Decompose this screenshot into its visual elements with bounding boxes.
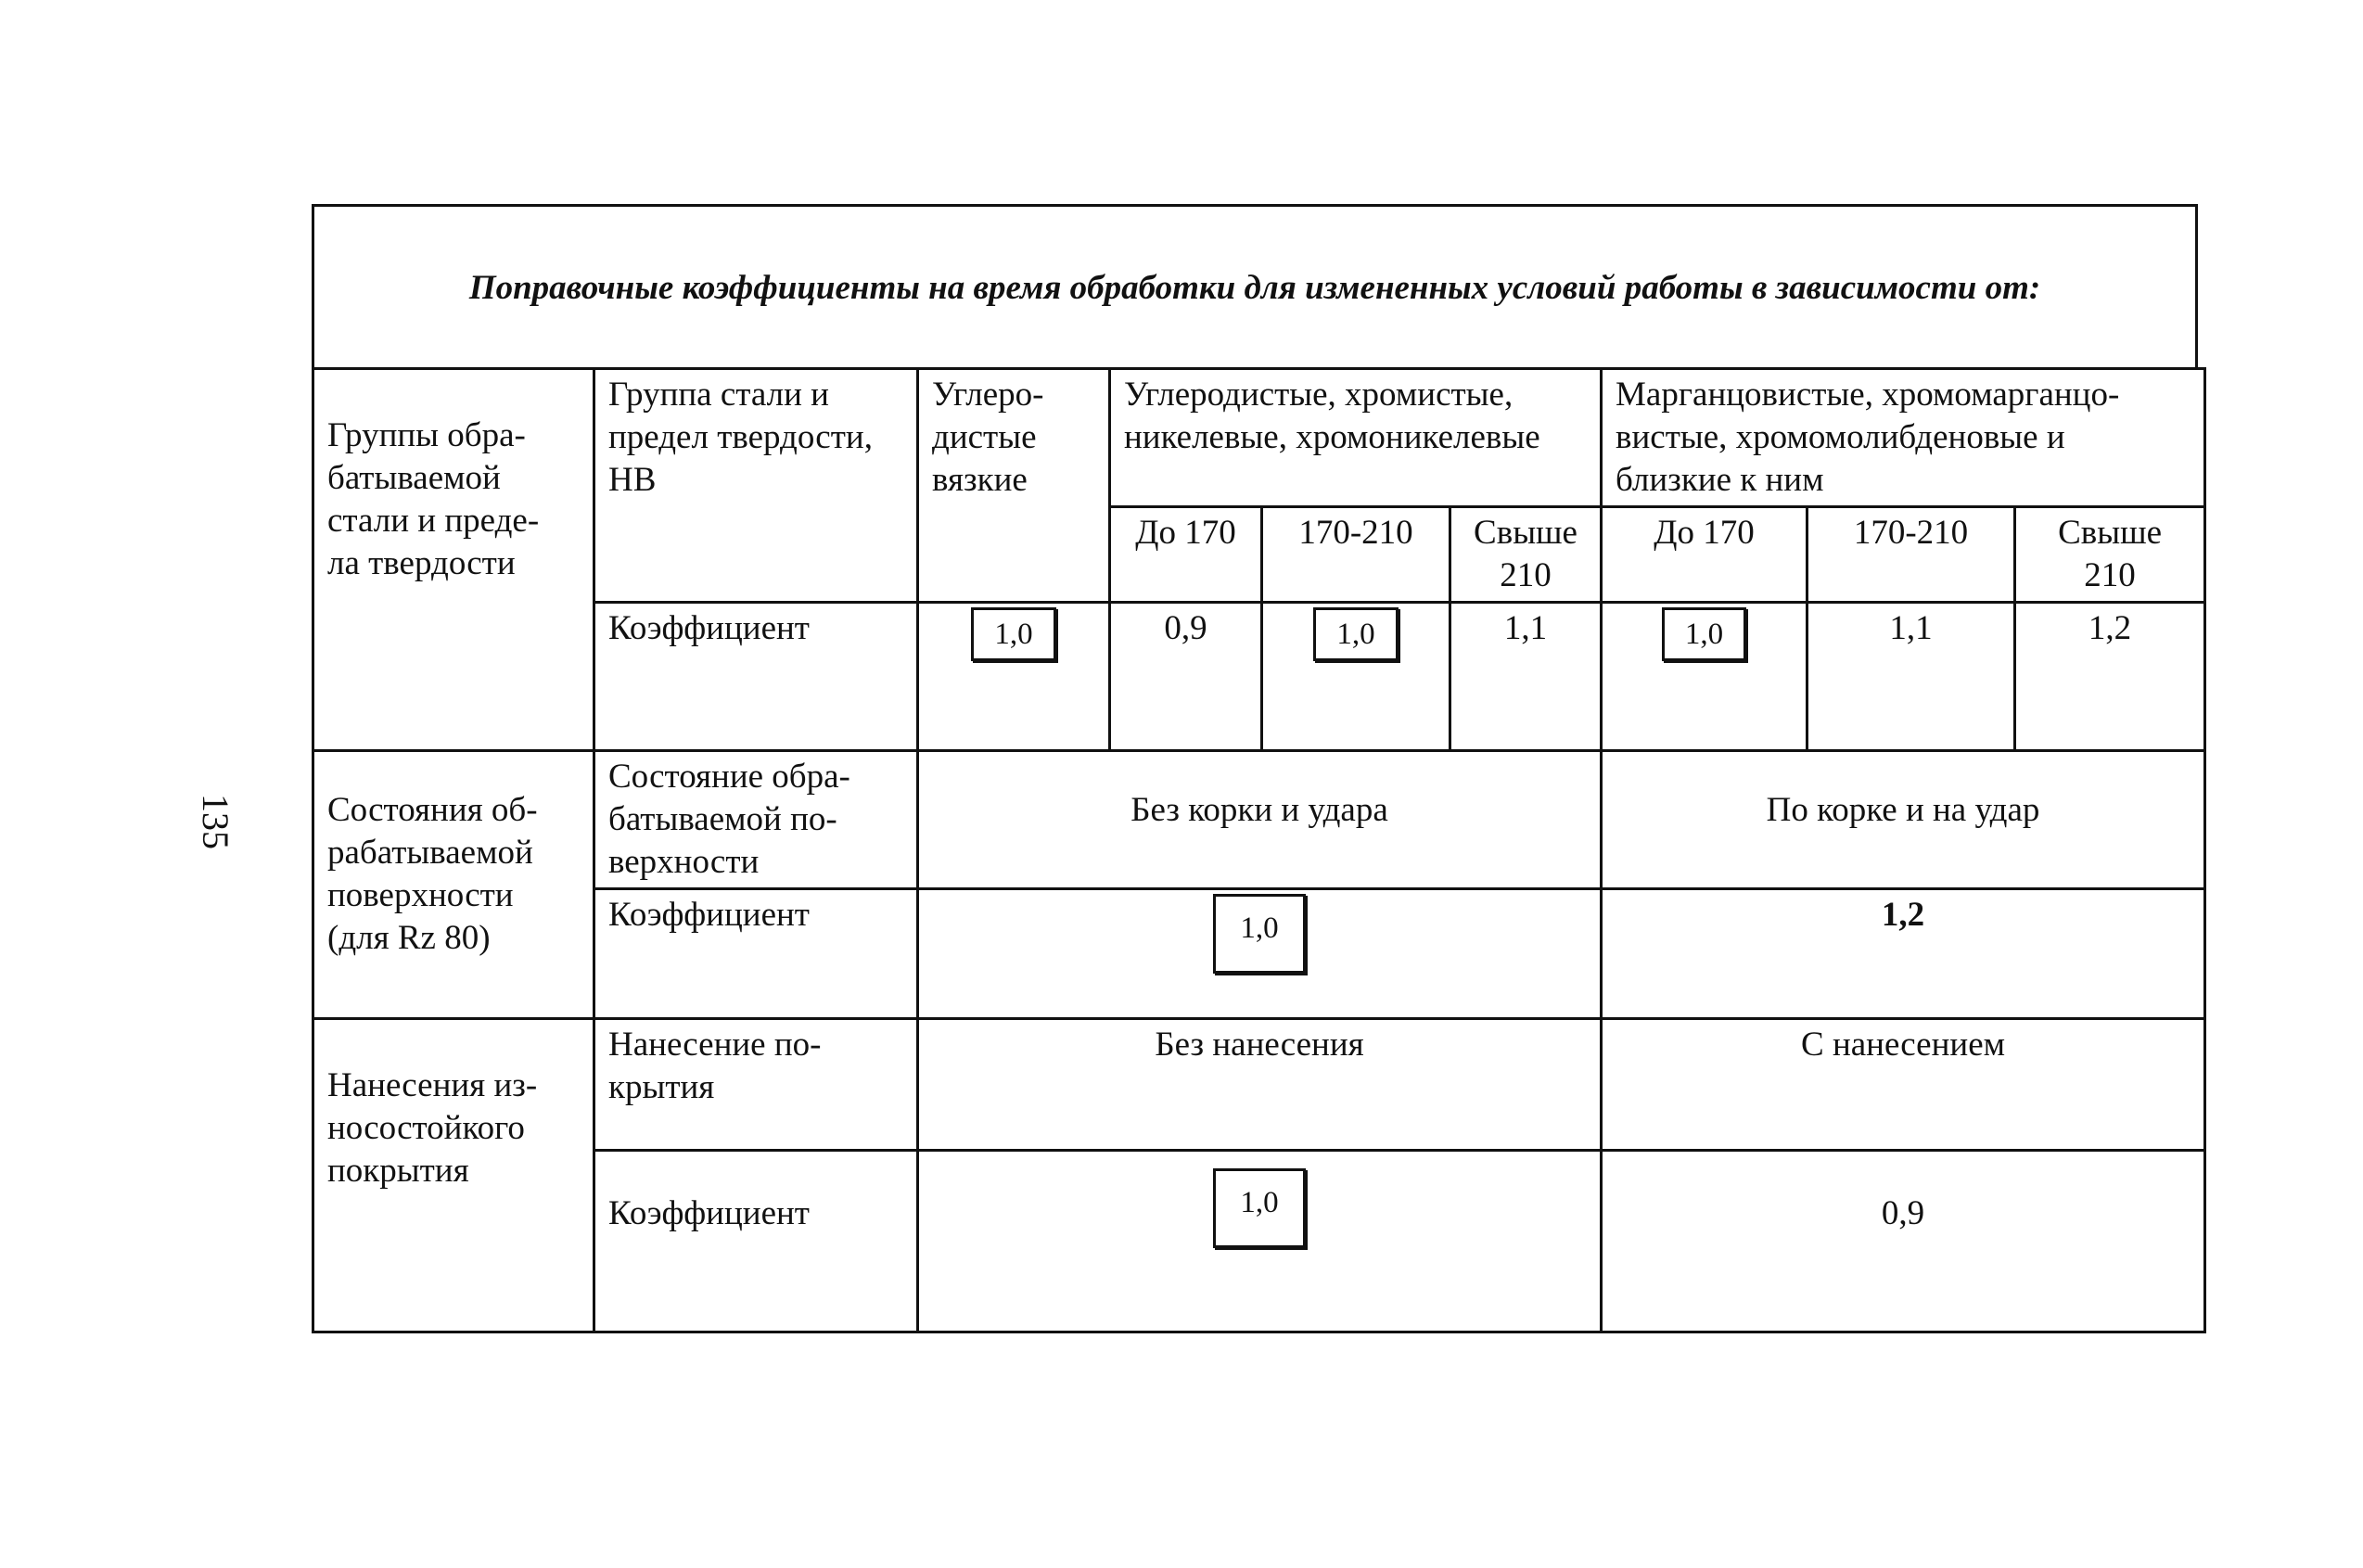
highlighted-coefficient: 1,0	[1313, 607, 1398, 661]
table-title-box	[312, 204, 2198, 367]
coefficient-label: Коэффициент	[594, 603, 918, 751]
coefficient-cell: 0,9	[1602, 1151, 2205, 1332]
subheader-cell: Свыше 210	[2015, 507, 2205, 603]
subheader-cell: До 170	[1602, 507, 1807, 603]
header-steel-group-hardness: Группа стали и предел твердости, НВ	[594, 369, 918, 603]
table-row	[313, 1151, 2205, 1332]
coefficient-cell: 1,2	[2015, 603, 2205, 751]
highlighted-coefficient: 1,0	[1662, 607, 1746, 661]
highlighted-coefficient: 1,0	[1213, 894, 1305, 974]
subheader-cell: 170-210	[1807, 507, 2015, 603]
correction-coefficients-table	[312, 367, 2206, 1333]
option-no-scale: Без корки и удара	[918, 751, 1602, 889]
surface-state-label: Состояние обра- батываемой по- верхности	[594, 751, 918, 889]
row-label-surface-state: Состояния об- рабатываемой поверхности (для Rz 80)	[313, 751, 594, 1019]
table-row	[313, 369, 2205, 507]
page-number: 135	[195, 794, 236, 849]
coefficient-cell	[1602, 603, 1807, 751]
coefficient-cell: 0,9	[1110, 603, 1262, 751]
header-carbon-chrome-nickel: Углеродистые, хромистые, никелевые, хромоникелевые	[1110, 369, 1602, 507]
row-label-coating: Нанесения из- носостойкого покрытия	[313, 1019, 594, 1332]
coefficient-cell	[1262, 603, 1450, 751]
highlighted-coefficient: 1,0	[971, 607, 1055, 661]
highlighted-coefficient: 1,0	[1213, 1168, 1305, 1248]
subheader-cell: 170-210	[1262, 507, 1450, 603]
coefficient-cell: 1,2	[1602, 889, 2205, 1019]
coefficient-cell: 1,1	[1807, 603, 2015, 751]
header-carbon-viscous: Углеро- дистые вязкие	[918, 369, 1110, 603]
option-no-coating: Без нанесения	[918, 1019, 1602, 1151]
coating-label: Нанесение по- крытия	[594, 1019, 918, 1151]
row-label-steel-groups: Группы обра- батываемой стали и преде- ла твердости	[313, 369, 594, 751]
table-row	[313, 751, 2205, 889]
coefficient-cell: 1,1	[1450, 603, 1602, 751]
option-scale-impact: По корке и на удар	[1602, 751, 2205, 889]
header-manganese-group: Марганцовистые, хромомарганцо- вистые, хромомолибденовые и близкие к ним	[1602, 369, 2205, 507]
coefficient-cell	[918, 603, 1110, 751]
coefficient-label: Коэффициент	[594, 1151, 918, 1332]
table-title: Поправочные коэффициенты на время обработки для измененных условий работы в зависимости от:	[468, 269, 2041, 307]
coefficient-cell	[918, 889, 1602, 1019]
table-row	[313, 603, 2205, 751]
subheader-cell: До 170	[1110, 507, 1262, 603]
option-with-coating: С нанесением	[1602, 1019, 2205, 1151]
coefficient-label: Коэффициент	[594, 889, 918, 1019]
subheader-cell: Свыше 210	[1450, 507, 1602, 603]
coefficient-cell	[918, 1151, 1602, 1332]
table-row	[313, 1019, 2205, 1151]
table-row	[313, 889, 2205, 1019]
